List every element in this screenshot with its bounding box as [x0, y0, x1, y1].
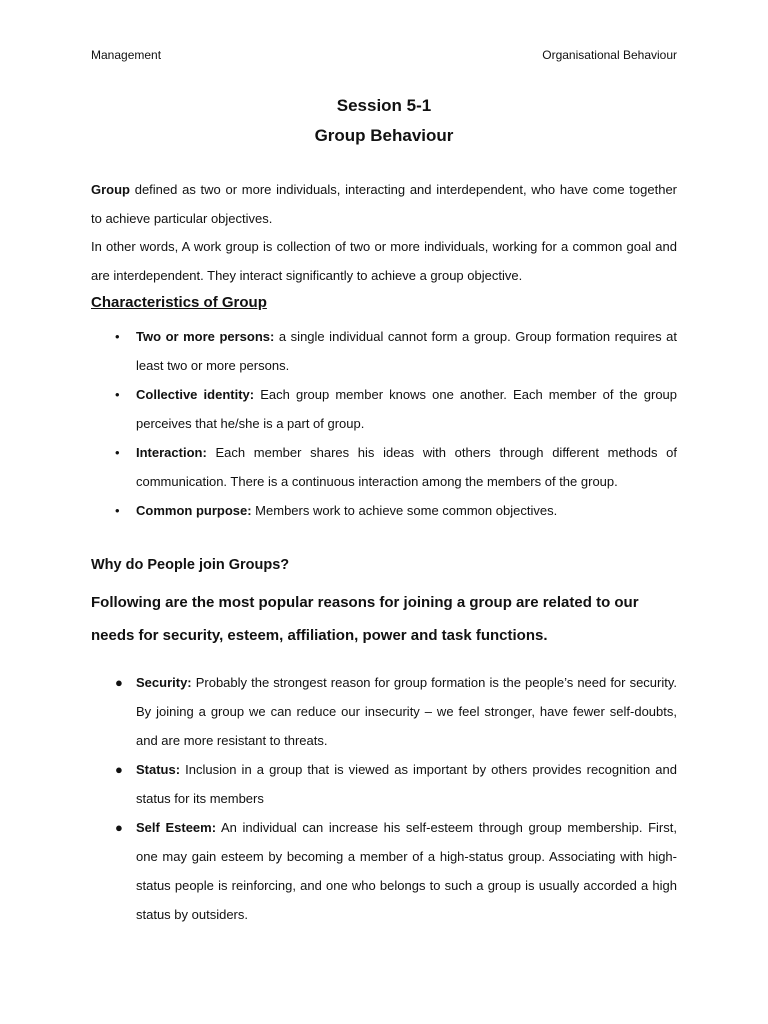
bullet-icon: • — [115, 329, 120, 344]
bullet-icon: ● — [115, 820, 123, 835]
item-term: Collective identity: — [136, 387, 255, 402]
item-text: An individual can increase his self-esteem through group membership. First, one may gain esteem by becoming a member of a high-status group. Associating with high-status people is reinforcing, and one who belongs to such a group is usually accorded a high status by outsiders. — [136, 820, 677, 922]
item-term: Common purpose: — [136, 503, 252, 518]
list-item — [91, 755, 677, 813]
item-term: Status: — [136, 762, 181, 777]
reasons-list — [91, 668, 677, 929]
item-term: Interaction: — [136, 445, 207, 460]
why-join-lead: Following are the most popular reasons for joining a group are related to our needs for security, esteem, affiliation, power and task functions. — [91, 594, 639, 644]
bullet-icon: ● — [115, 762, 123, 777]
item-term: Self Esteem: — [136, 820, 217, 835]
list-item — [91, 322, 677, 380]
item-text: Each group member knows one another. Each member of the group perceives that he/she is a part of group. — [136, 387, 678, 431]
session-title: Session 5-1 — [336, 96, 432, 115]
list-item — [91, 496, 677, 525]
characteristics-heading: Characteristics of Group — [91, 294, 267, 311]
item-text: Each member shares his ideas with others through different methods of communication. There is a continuous interaction among the members of the group. — [136, 445, 677, 489]
bullet-icon: • — [115, 503, 120, 518]
item-text: Probably the strongest reason for group formation is the people’s need for security. By joining a group we can reduce our insecurity – we feel stronger, have fewer self-doubts, and are more resistant to threats. — [136, 675, 677, 748]
item-term: Two or more persons: — [136, 329, 275, 344]
intro-definition: defined as two or more individuals, interacting and interdependent, who have come together to achieve particular objectives. — [91, 182, 677, 226]
item-text: Inclusion in a group that is viewed as important by others provides recognition and status for its members — [136, 762, 677, 806]
list-item — [91, 813, 677, 929]
bullet-icon: • — [115, 387, 120, 402]
intro-term: Group — [91, 182, 130, 197]
list-item — [91, 668, 677, 755]
characteristics-list — [91, 322, 677, 525]
header-course: Organisational Behaviour — [542, 48, 677, 62]
item-text: a single individual cannot form a group. Group formation requires at least two or more persons. — [136, 329, 677, 373]
intro-paragraph-2: In other words, A work group is collection of two or more individuals, working for a common goal and are interdependent. They interact significantly to achieve a group objective. — [91, 239, 677, 283]
why-join-heading: Why do People join Groups? — [91, 557, 290, 573]
list-item — [91, 380, 677, 438]
header-subject: Management — [91, 48, 162, 62]
item-text: Members work to achieve some common objectives. — [251, 503, 558, 518]
bullet-icon: • — [115, 445, 120, 460]
page-title: Group Behaviour — [314, 126, 454, 145]
item-term: Security: — [136, 675, 192, 690]
intro-paragraph-1 — [91, 175, 677, 233]
bullet-icon: ● — [115, 675, 123, 690]
list-item — [91, 438, 677, 496]
